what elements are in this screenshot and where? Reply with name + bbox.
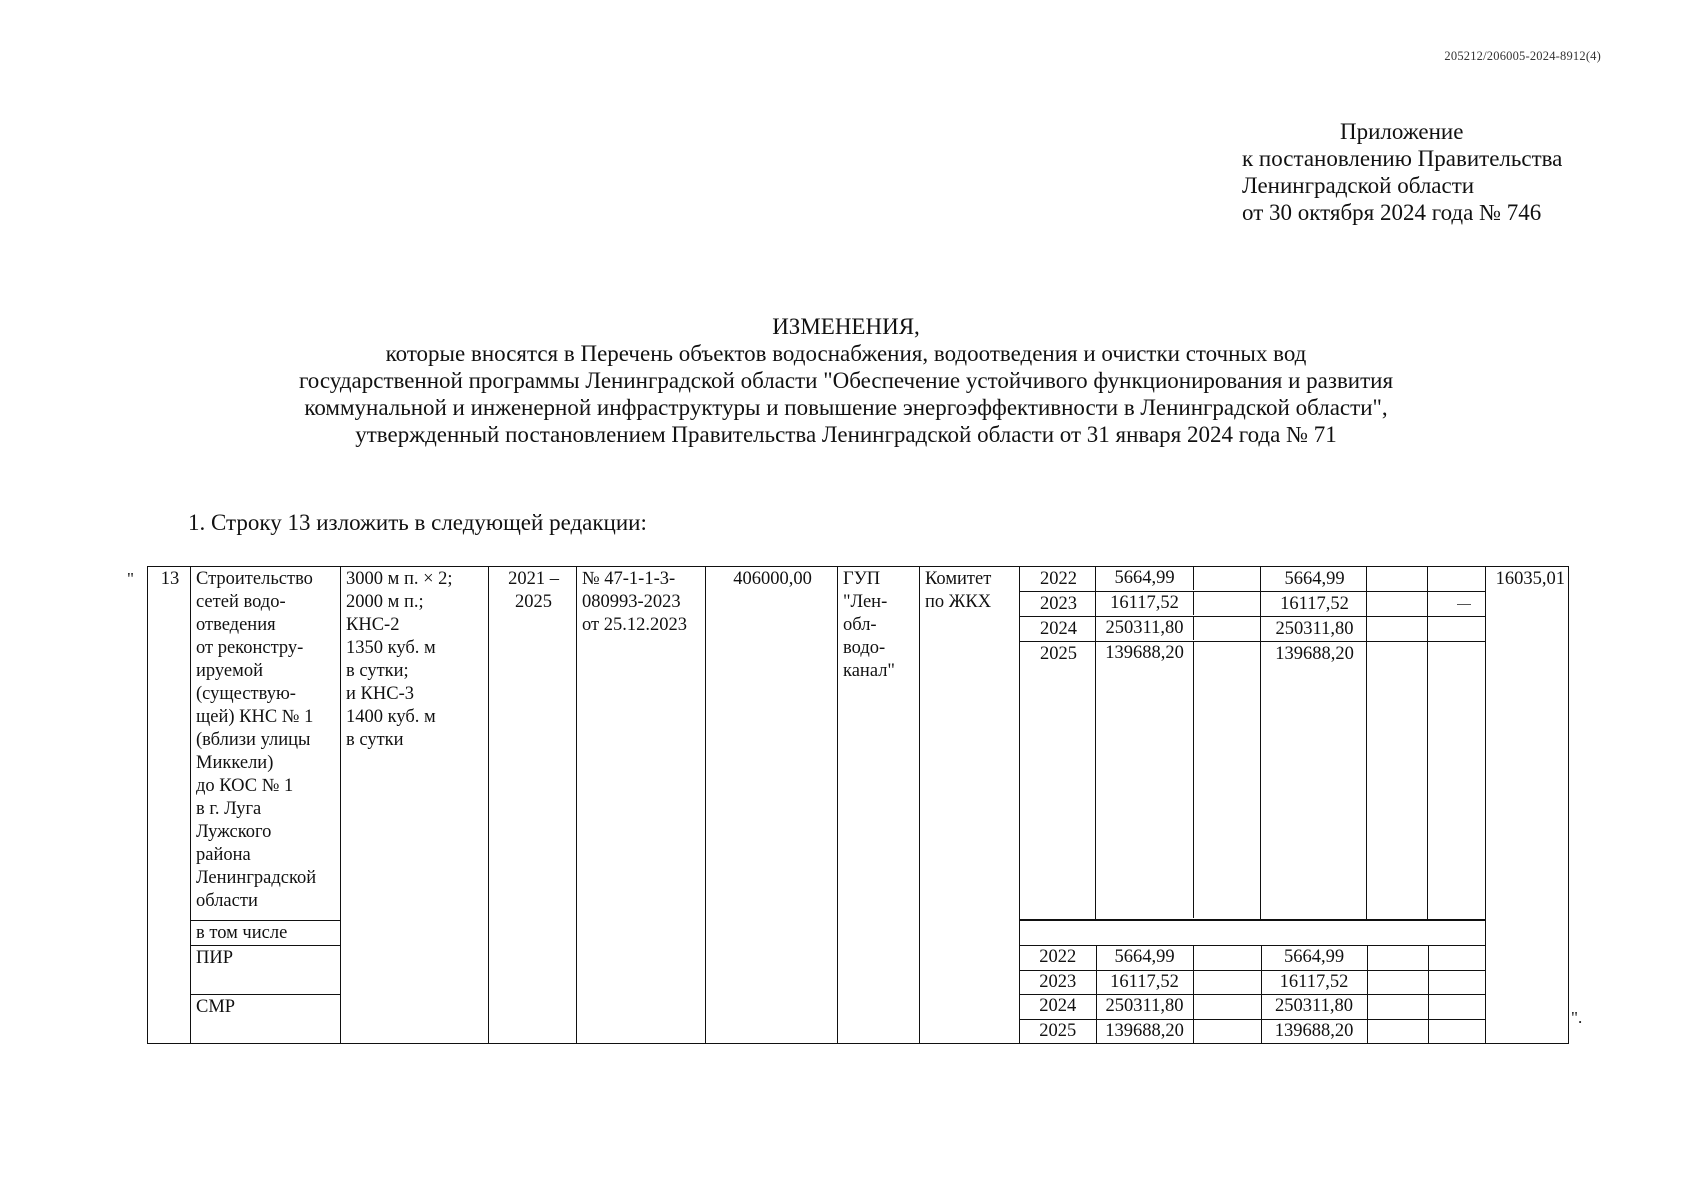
estimated-cost-cell: 406000,00 [706, 567, 838, 1044]
capacity-cell: 3000 м п. × 2; 2000 м п.; КНС-2 1350 куб. м в сутки; и КНС-3 1400 куб. м в сутки [341, 567, 489, 1044]
total-funding-cell [1096, 592, 1261, 617]
regional-value: 250311,80 [1261, 995, 1367, 1019]
other-funding-cell [1428, 642, 1486, 920]
appendix-line-4: от 30 октября 2024 года № 746 [1242, 200, 1542, 225]
year-cell: 2023 [1020, 970, 1096, 994]
regional-value: 5664,99 [1261, 946, 1367, 970]
appendix-line-1: Приложение [1340, 119, 1464, 144]
title-line-4: утвержденный постановлением Правительства Ленинградской области от 31 января 2024 года № 71 [355, 422, 1337, 447]
local-funding-cell [1367, 567, 1428, 592]
objects-table [147, 566, 1569, 1044]
title-line-1: которые вносятся в Перечень объектов водоснабжения, водоотведения и очистки сточных вод [385, 341, 1307, 366]
year-cell: 2023 [1020, 592, 1096, 617]
year-cell: 2025 [1020, 642, 1096, 920]
smr-funding-block [1020, 995, 1486, 1044]
including-empty-cell [1020, 921, 1486, 946]
year-cell: 2022 [1039, 947, 1077, 967]
regional-funding-cell: 139688,20 [1261, 642, 1367, 920]
year-cell: 2025 [1020, 1019, 1096, 1043]
total-value: 250311,80 [1096, 995, 1193, 1019]
total-value: 5664,99 [1114, 568, 1175, 588]
regional-funding-cell: 16117,52 [1261, 592, 1367, 617]
total-funding-cell [1096, 567, 1261, 592]
local-funding-cell [1367, 617, 1428, 642]
total-value: 250311,80 [1105, 618, 1184, 638]
opening-quote: " [127, 569, 134, 588]
total-value: 16117,52 [1110, 593, 1179, 613]
year-cell: 2024 [1020, 617, 1096, 642]
appendix-line-3: Ленинградской области [1242, 173, 1475, 198]
total-value: 16117,52 [1096, 970, 1193, 994]
regional-value: 139688,20 [1261, 1019, 1367, 1043]
implementation-years-cell: 2021 – 2025 [489, 567, 577, 1044]
other-funding-cell [1428, 592, 1486, 617]
including-label-cell: в том числе [191, 921, 341, 946]
title-heading: ИЗМЕНЕНИЯ, [772, 314, 920, 339]
total-value: 139688,20 [1096, 1019, 1193, 1043]
object-name-cell: Строительство сетей водо- отведения от реконстру- ируемой (существую- щей) КНС № 1 (вблизи улицы Миккели) до КОС № 1 в г. Луга Лужского района Ленинградской области [191, 567, 341, 921]
total-funding-cell [1096, 617, 1261, 642]
appendix-line-2: к постановлению Правительства [1242, 146, 1563, 171]
total-value: 5664,99 [1096, 946, 1193, 970]
title-line-3: коммунальной и инженерной инфраструктуры и повышение энергоэффективности в Ленинградской области", [304, 395, 1388, 420]
responsible-cell: Комитет по ЖКХ [920, 567, 1020, 1044]
local-funding-cell [1367, 642, 1428, 920]
pir-funding-block [1020, 946, 1486, 995]
pir-label-cell: ПИР [191, 946, 341, 995]
year-cell: 2022 [1020, 567, 1096, 592]
regional-funding-cell: 5664,99 [1261, 567, 1367, 592]
instruction-text: 1. Строку 13 изложить в следующей редакции: [188, 510, 647, 535]
smr-label-cell: СМР [191, 995, 341, 1044]
local-funding-cell [1367, 592, 1428, 617]
year-cell: 2024 [1039, 996, 1077, 1016]
appendix-header [1242, 118, 1562, 226]
regional-funding-cell: 250311,80 [1261, 617, 1367, 642]
customer-cell: ГУП "Лен- обл- водо- канал" [838, 567, 920, 1044]
expertise-cell: № 47-1-1-3- 080993-2023 от 25.12.2023 [577, 567, 706, 1044]
document-title [0, 313, 1692, 448]
other-funding-cell [1428, 617, 1486, 642]
row-number-cell: 13 [148, 567, 191, 1044]
total-funding-cell [1096, 642, 1261, 920]
total-column-cell: 16035,01 [1486, 567, 1569, 1044]
other-funding-cell [1428, 567, 1486, 592]
regional-value: 16117,52 [1261, 970, 1367, 994]
document-registration-number: 205212/206005-2024-8912(4) [1444, 49, 1601, 63]
closing-quote: ". [1571, 1008, 1583, 1027]
total-value: 139688,20 [1105, 643, 1184, 663]
dash-mark [1457, 604, 1471, 605]
title-line-2: государственной программы Ленинградской области "Обеспечение устойчивого функционирования и развития [298, 368, 1394, 393]
